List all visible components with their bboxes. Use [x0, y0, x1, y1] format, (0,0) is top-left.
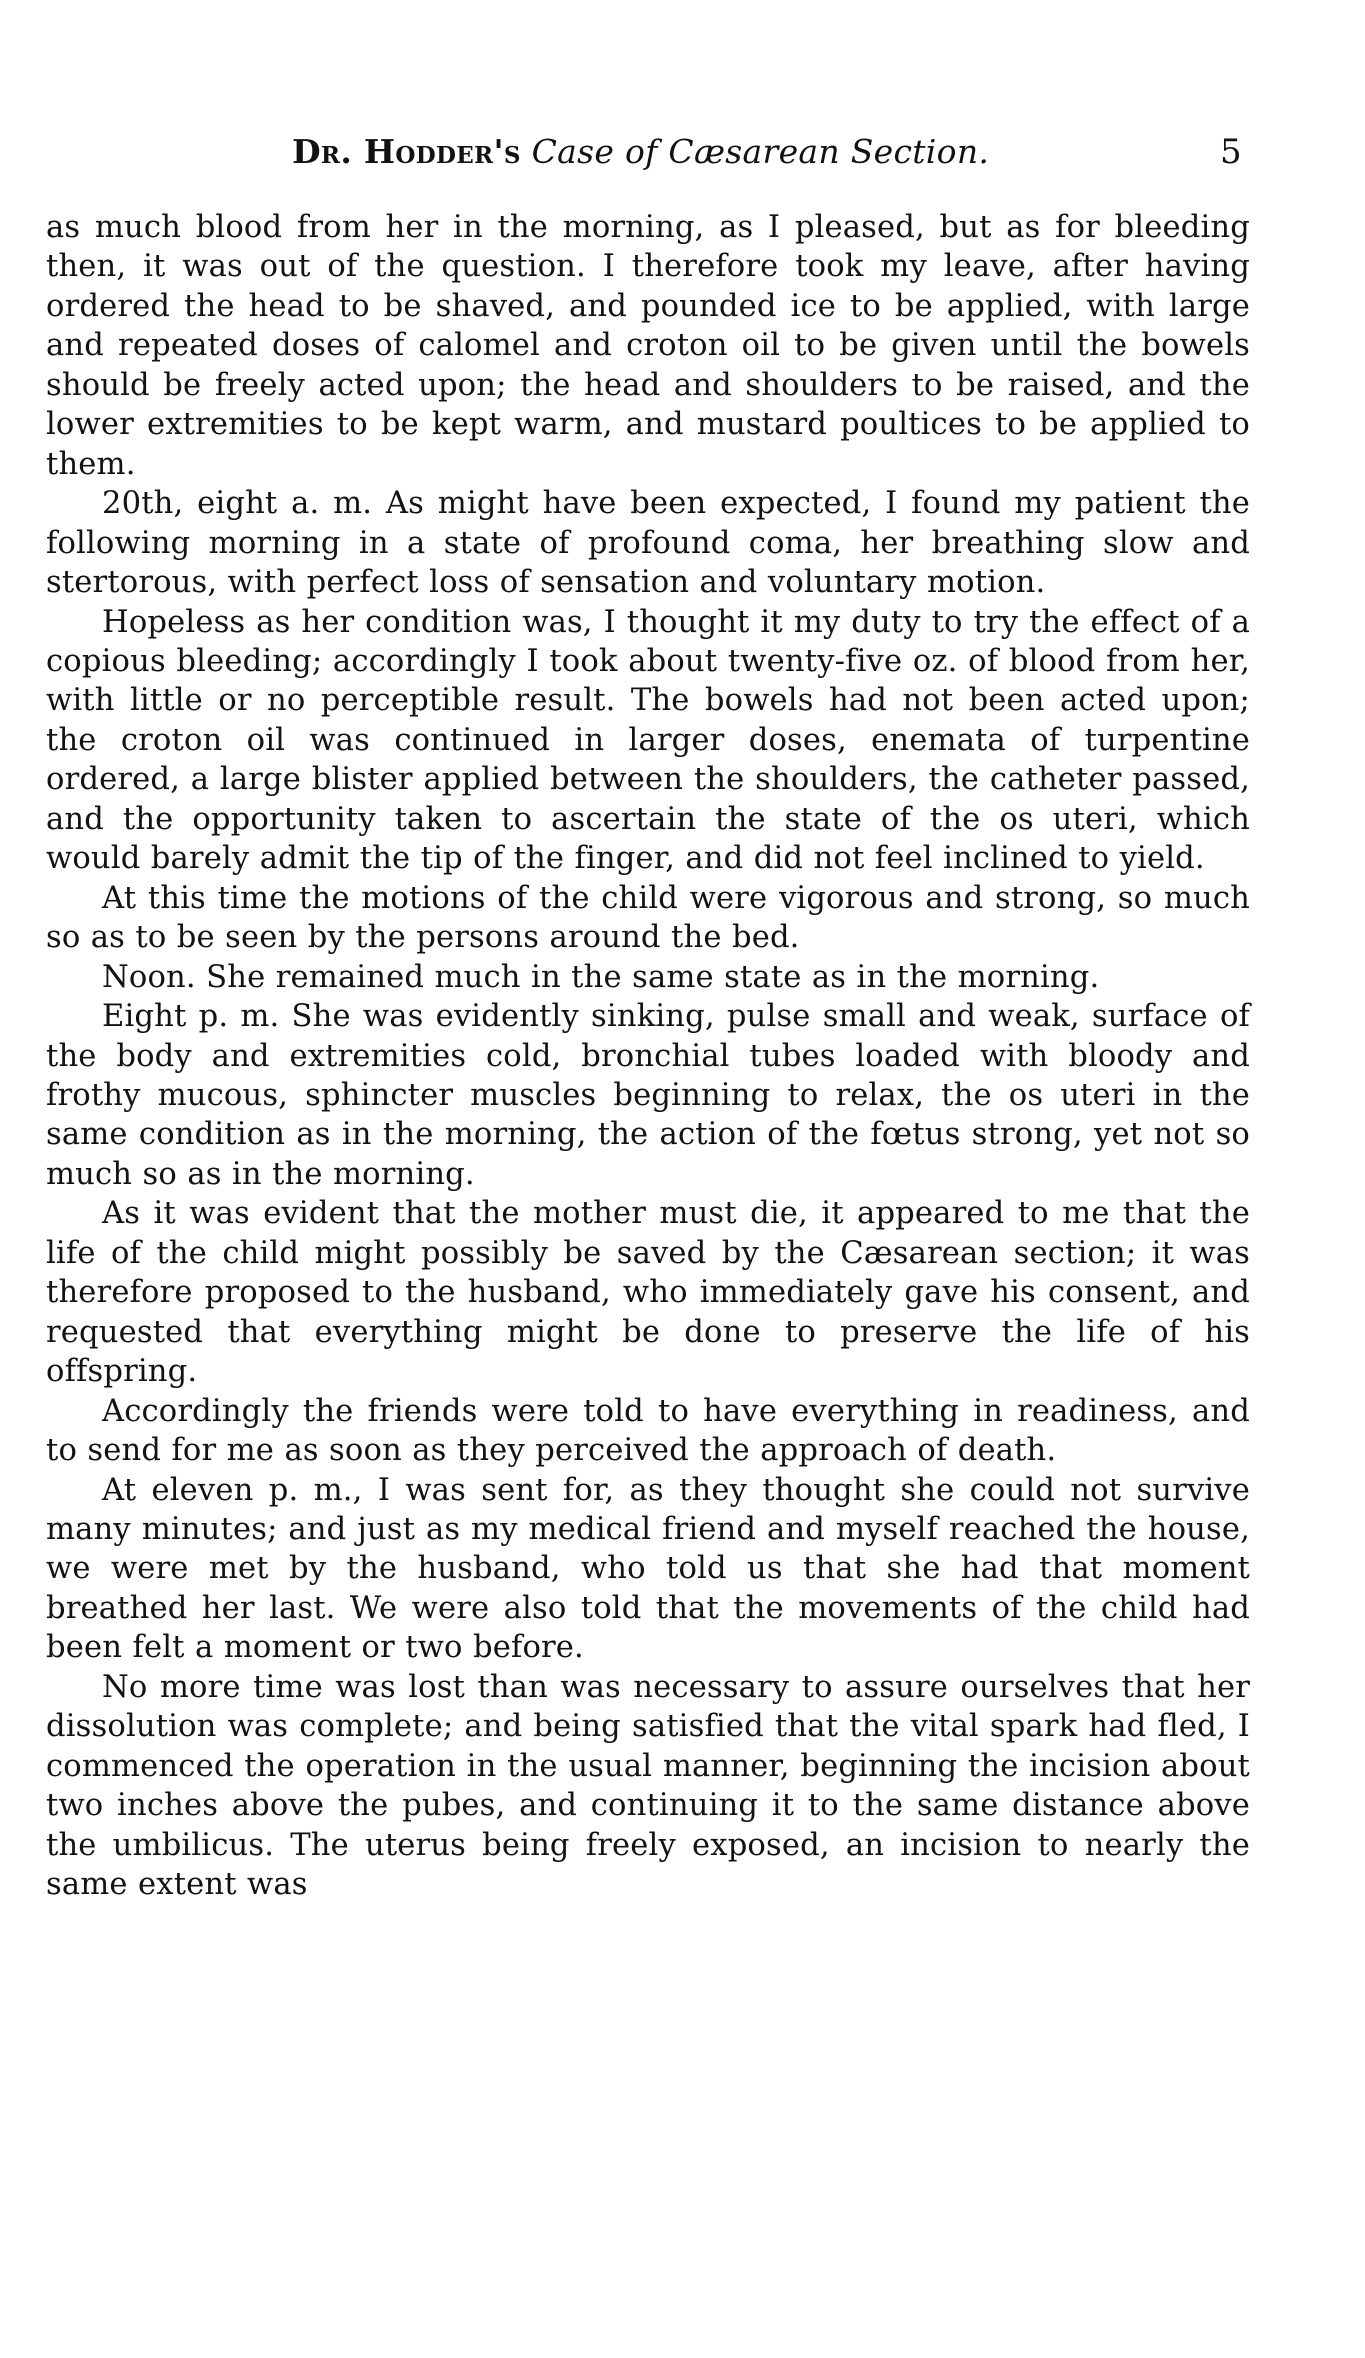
paragraph-20th-eight-am: 20th, eight a. m. As might have been expected, I found my patient the following morning in a state of profound coma, her breathing slow and stertorous, with perfect loss of sensation and voluntary motion.	[46, 486, 1250, 601]
paragraph-caesarean-proposed: As it was evident that the mother must die, it appeared to me that the life of the child might possibly be saved by the Cæsarean section; it was therefore proposed to the husband, who immediately gave his consent, and requested that everything might be done to preserve the life of his offspring.	[46, 1196, 1250, 1390]
paragraph-operation: No more time was lost than was necessary to assure ourselves that her dissolution was complete; and being satisfied that the vital spark had fled, I commenced the operation in the usual manner, beginning the incision about two inches above the pubes, and continuing it to the same distance above the umbilicus. The uterus being freely exposed, an incision to nearly the same extent was	[46, 1669, 1250, 1903]
page-number: 5	[1220, 132, 1242, 172]
running-head-author: Dr. Hodder's	[292, 132, 521, 171]
paragraph-friends-told: Accordingly the friends were told to have everything in readiness, and to send for me as soon as they perceived the approach of death.	[46, 1393, 1250, 1469]
paragraph-eight-pm: Eight p. m. She was evidently sinking, pulse small and weak, surface of the body and extremities cold, bronchial tubes loaded with bloody and frothy mucous, sphincter muscles beginning to relax, the os uteri in the same condition as in the morning, the action of the fœtus strong, yet not so much so as in the morning.	[46, 999, 1250, 1192]
paragraph-noon: Noon. She remained much in the same state as in the morning.	[102, 959, 1100, 995]
paragraph-copious-bleeding: Hopeless as her condition was, I thought it my duty to try the effect of a copious bleeding; accordingly I took about twenty-five oz. of blood from her, with little or no perceptible result. The bowels had not been acted upon; the croton oil was continued in larger doses, enemata of turpentine ordered, a large blister applied between the shoulders, the catheter passed, and the opportunity taken to ascertain the state of the os uteri, which would barely admit the tip of the finger, and did not feel inclined to yield.	[46, 604, 1250, 877]
paragraph-continued: as much blood from her in the morning, as I pleased, but as for bleeding then, it was out of the question. I therefore took my leave, after having ordered the head to be shaved, and pounded ice to be applied, with large and repeated doses of calomel and croton oil to be given until the bowels should be freely acted upon; the head and shoulders to be raised, and the lower extremities to be kept warm, and mustard poultices to be applied to them.	[46, 210, 1250, 482]
running-head-title: Case of Cæsarean Section.	[531, 132, 990, 171]
page-header	[60, 132, 1250, 174]
body-text	[46, 208, 1250, 1904]
paragraph-child-motions: At this time the motions of the child were vigorous and strong, so much so as to be seen by the persons around the bed.	[46, 880, 1250, 956]
running-head	[292, 132, 989, 172]
paragraph-eleven-pm: At eleven p. m., I was sent for, as they thought she could not survive many minutes; and just as my medical friend and myself reached the house, we were met by the husband, who told us that she had that moment breathed her last. We were also told that the movements of the child had been felt a moment or two before.	[46, 1472, 1250, 1666]
